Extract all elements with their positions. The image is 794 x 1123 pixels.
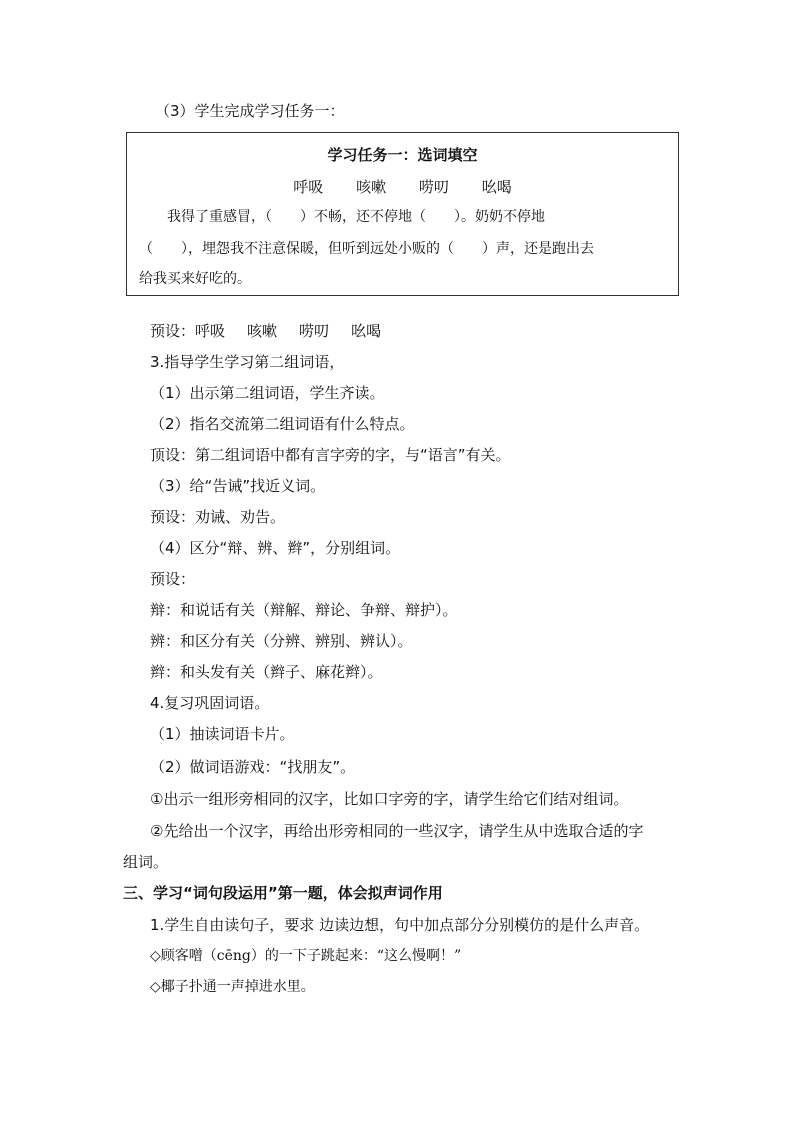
word-option: 呼吸 [293,178,324,196]
task-passage-line: （ ），埋怨我不注意保暖，但听到远处小贩的（ ）声，还是跑出去 [139,241,594,257]
task-title: 学习任务一：选词填空 [327,146,478,164]
item3-preset2: 顶设：第二组词语中都有言字旁的字，与“语言”有关。 [150,446,511,464]
bian-line: 辩：和说话有关（辩解、辩论、争辩、辩护）。 [150,601,458,619]
item3-preset3: 预设：劝诫、劝告。 [150,508,286,526]
item3-preset4-label: 预设： [150,570,196,588]
task-passage-line: 我得了重感冒，（ ）不畅，还不停地（ ）。奶奶不停地 [167,209,545,225]
s3-example: ◇椰子扑通一声掉进水里。 [150,979,315,995]
preset-word: 呼吸 [195,322,226,340]
preset-word: 吆喝 [351,322,382,340]
preset-word: 唠叨 [299,322,330,340]
item4-c2: ②先给出一个汉字，再给出形旁相同的一些汉字，请学生从中选取合适的字 [150,822,644,840]
item3-sub4: （4）区分“辩、辨、辫”，分别组词。 [150,539,401,557]
step3-label: （3）学生完成学习任务一： [155,102,345,120]
item4-sub2: （2）做词语游戏：“找朋友”。 [150,758,356,776]
task-box [126,132,679,296]
item4-c1: ①出示一组形旁相同的汉字，比如口字旁的字，请学生给它们结对组词。 [150,790,629,808]
word-options [127,177,678,197]
item4-title: 4.复习巩固词语。 [150,694,270,712]
item4-c2-cont: 组词。 [123,853,169,871]
bian-line: 辨：和区分有关（分辨、辨别、辨认）。 [150,632,413,650]
s3-item1: 1.学生自由读句子，要求 边读边想，句中加点部分分别模仿的是什么声音。 [150,916,650,934]
item3-sub2: （2）指名交流第二组词语有什么特点。 [150,415,415,433]
word-option: 吆喝 [481,178,512,196]
bian-line: 辫：和头发有关（辫子、麻花辫）。 [150,663,383,681]
task-passage-line: 给我买来好吃的。 [139,271,251,287]
word-option: 咳嗽 [356,178,387,196]
preset-word: 咳嗽 [247,322,278,340]
item3-title: 3.指导学生学习第二组词语， [150,353,345,371]
word-option: 唠叨 [418,178,449,196]
preset-label: 预设： [150,322,196,340]
s3-example: ◇顾客噌（cēng）的一下子跳起来：“这么慢啊！” [150,948,462,964]
item3-sub3: （3）给“告诫”找近义词。 [150,477,326,495]
section3-title: 三、学习“词句段运用”第一题，体会拟声词作用 [123,884,443,902]
preset-line [150,321,403,341]
item4-sub1: （1）抽读词语卡片。 [150,725,295,743]
item3-sub1: （1）出示第二组词语，学生齐读。 [150,384,385,402]
